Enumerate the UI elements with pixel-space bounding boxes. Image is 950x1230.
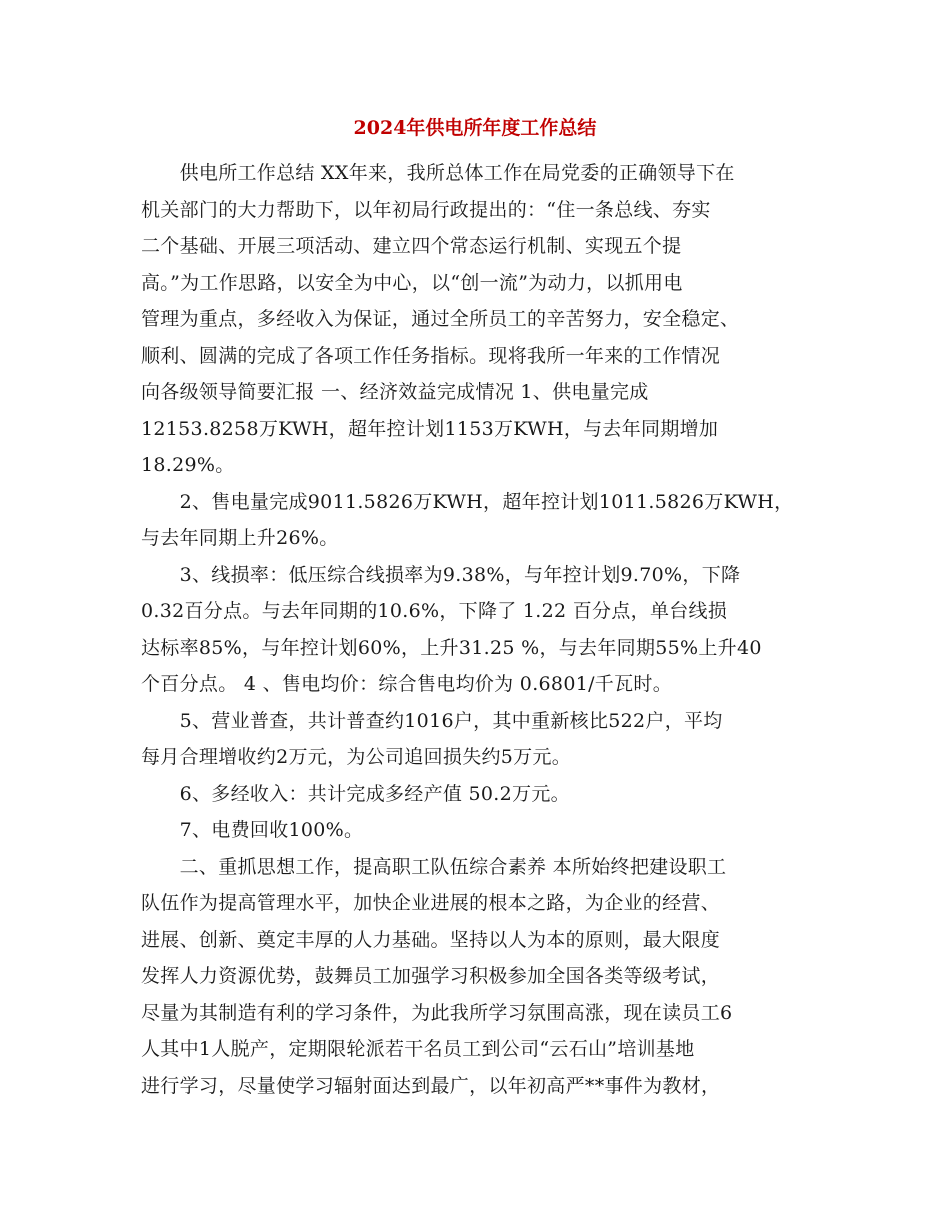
text-line: 尽量为其制造有利的学习条件，为此我所学习氛围高涨，现在读员工6 [141, 1001, 733, 1024]
text-line: 供电所工作总结 XX年来，我所总体工作在局党委的正确领导下在 [141, 162, 735, 184]
text-line: 高。”为工作思路，以安全为中心，以“创一流”为动力，以抓用电 [141, 271, 683, 294]
document-title: 2024年供电所年度工作总结 [353, 117, 597, 139]
paragraph [141, 557, 811, 703]
text-line: 达标率85%，与年控计划60%，上升31.25 %，与去年同期55%上升40 [141, 636, 762, 659]
text-line: 进行学习，尽量使学习辐射面达到最广，以年初高严**事件为教材， [141, 1074, 721, 1097]
paragraph [141, 776, 811, 813]
text-line: 进展、创新、奠定丰厚的人力基础。坚持以人为本的原则，最大限度 [141, 928, 721, 951]
text-line: 管理为重点，多经收入为保证，通过全所员工的辛苦努力，安全稳定、 [141, 308, 740, 330]
text-line: 每月合理增收约2万元，为公司追回损失约5万元。 [141, 746, 572, 768]
text-line: 0.32百分点。与去年同期的10.6%，下降了 1.22 百分点，单台线损 [141, 600, 728, 622]
paragraph [141, 849, 811, 1105]
text-line: 个百分点。 4 、售电均价：综合售电均价为 0.6801/千瓦时。 [141, 673, 672, 695]
text-line: 5、营业普查，共计普查约1016户，其中重新核比522户，平均 [141, 709, 723, 732]
text-line: 7、电费回收100%。 [141, 819, 364, 841]
text-line: 发挥人力资源优势，鼓舞员工加强学习积极参加全国各类等级考试， [141, 965, 721, 987]
paragraph [141, 484, 811, 557]
text-line: 二个基础、开展三项活动、建立四个常态运行机制、实现五个提 [141, 235, 682, 257]
paragraph [141, 812, 811, 849]
text-line: 6、多经收入：共计完成多经产值 50.2万元。 [141, 782, 570, 805]
text-line: 向各级领导简要汇报 一、经济效益完成情况 1、供电量完成 [141, 381, 649, 403]
text-line: 18.29%。 [141, 454, 235, 476]
paragraph [141, 155, 811, 484]
text-line: 二、重抓思想工作，提高职工队伍综合素养 本所始终把建设职工 [141, 855, 727, 878]
document-body [141, 155, 811, 1104]
text-line: 机关部门的大力帮助下，以年初局行政提出的：“住一条总线、夯实 [141, 198, 711, 221]
text-line: 队伍作为提高管理水平，加快企业进展的根本之路，为企业的经营、 [141, 892, 721, 914]
text-line: 3、线损率：低压综合线损率为9.38%，与年控计划9.70%，下降 [141, 563, 741, 586]
text-line: 与去年同期上升26%。 [141, 527, 339, 549]
text-line: 人其中1人脱产，定期限轮派若干名员工到公司“云石山”培训基地 [141, 1038, 695, 1060]
text-line: 顺利、圆满的完成了各项工作任务指标。现将我所一年来的工作情况 [141, 344, 721, 367]
paragraph [141, 703, 811, 776]
text-line: 12153.8258万KWH，超年控计划1153万KWH，与去年同期增加 [141, 417, 719, 440]
text-line: 2、售电量完成9011.5826万KWH，超年控计划1011.5826万KWH， [141, 490, 794, 513]
